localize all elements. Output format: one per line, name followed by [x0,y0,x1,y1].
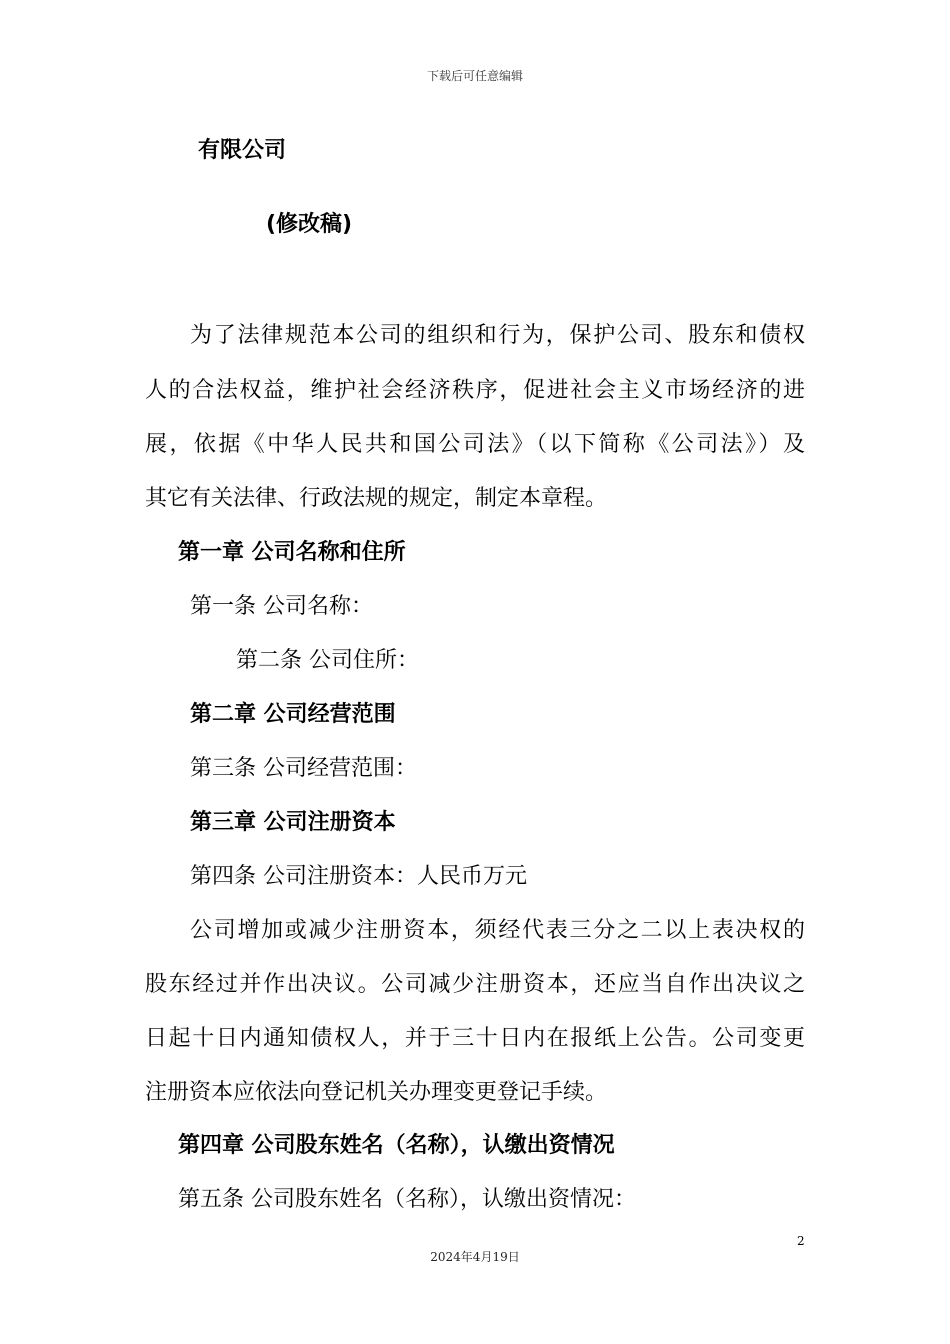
chapter1-heading: 第一章 公司名称和住所 [178,540,406,565]
document-subtitle: (修改稿) [266,212,353,237]
preamble-line-1: 为了法律规范本公司的组织和行为，保护公司、股东和债权 [190,323,805,348]
capital-paragraph-line-2: 股东经过并作出决议。公司减少注册资本，还应当自作出决议之 [145,972,805,997]
article-4: 第四条 公司注册资本：人民币万元 [190,864,527,889]
preamble-line-2: 人的合法权益，维护社会经济秩序，促进社会主义市场经济的进 [145,378,805,403]
header-note: 下载后可任意编辑 [426,69,523,83]
chapter4-heading: 第四章 公司股东姓名（名称），认缴出资情况 [178,1133,615,1158]
preamble-line-4: 其它有关法律、行政法规的规定，制定本章程。 [145,486,608,511]
capital-paragraph-line-4: 注册资本应依法向登记机关办理变更登记手续。 [145,1080,608,1105]
capital-paragraph-line-3: 日起十日内通知债权人，并于三十日内在报纸上公告。公司变更 [145,1026,805,1051]
preamble-line-3: 展，依据《中华人民共和国公司法》（以下简称《公司法》）及 [145,432,805,457]
chapter2-heading: 第二章 公司经营范围 [190,702,396,727]
article-2: 第二条 公司住所： [236,648,419,673]
footer-date: 2024年4月19日 [430,1250,520,1264]
article-5: 第五条 公司股东姓名（名称），认缴出资情况： [178,1187,636,1212]
capital-paragraph-line-1: 公司增加或减少注册资本，须经代表三分之二以上表决权的 [190,918,805,943]
article-1: 第一条 公司名称： [190,594,373,619]
company-title: 有限公司 [198,138,287,163]
chapter3-heading: 第三章 公司注册资本 [190,810,396,835]
page-number: 2 [797,1234,805,1248]
article-3: 第三条 公司经营范围： [190,756,417,781]
